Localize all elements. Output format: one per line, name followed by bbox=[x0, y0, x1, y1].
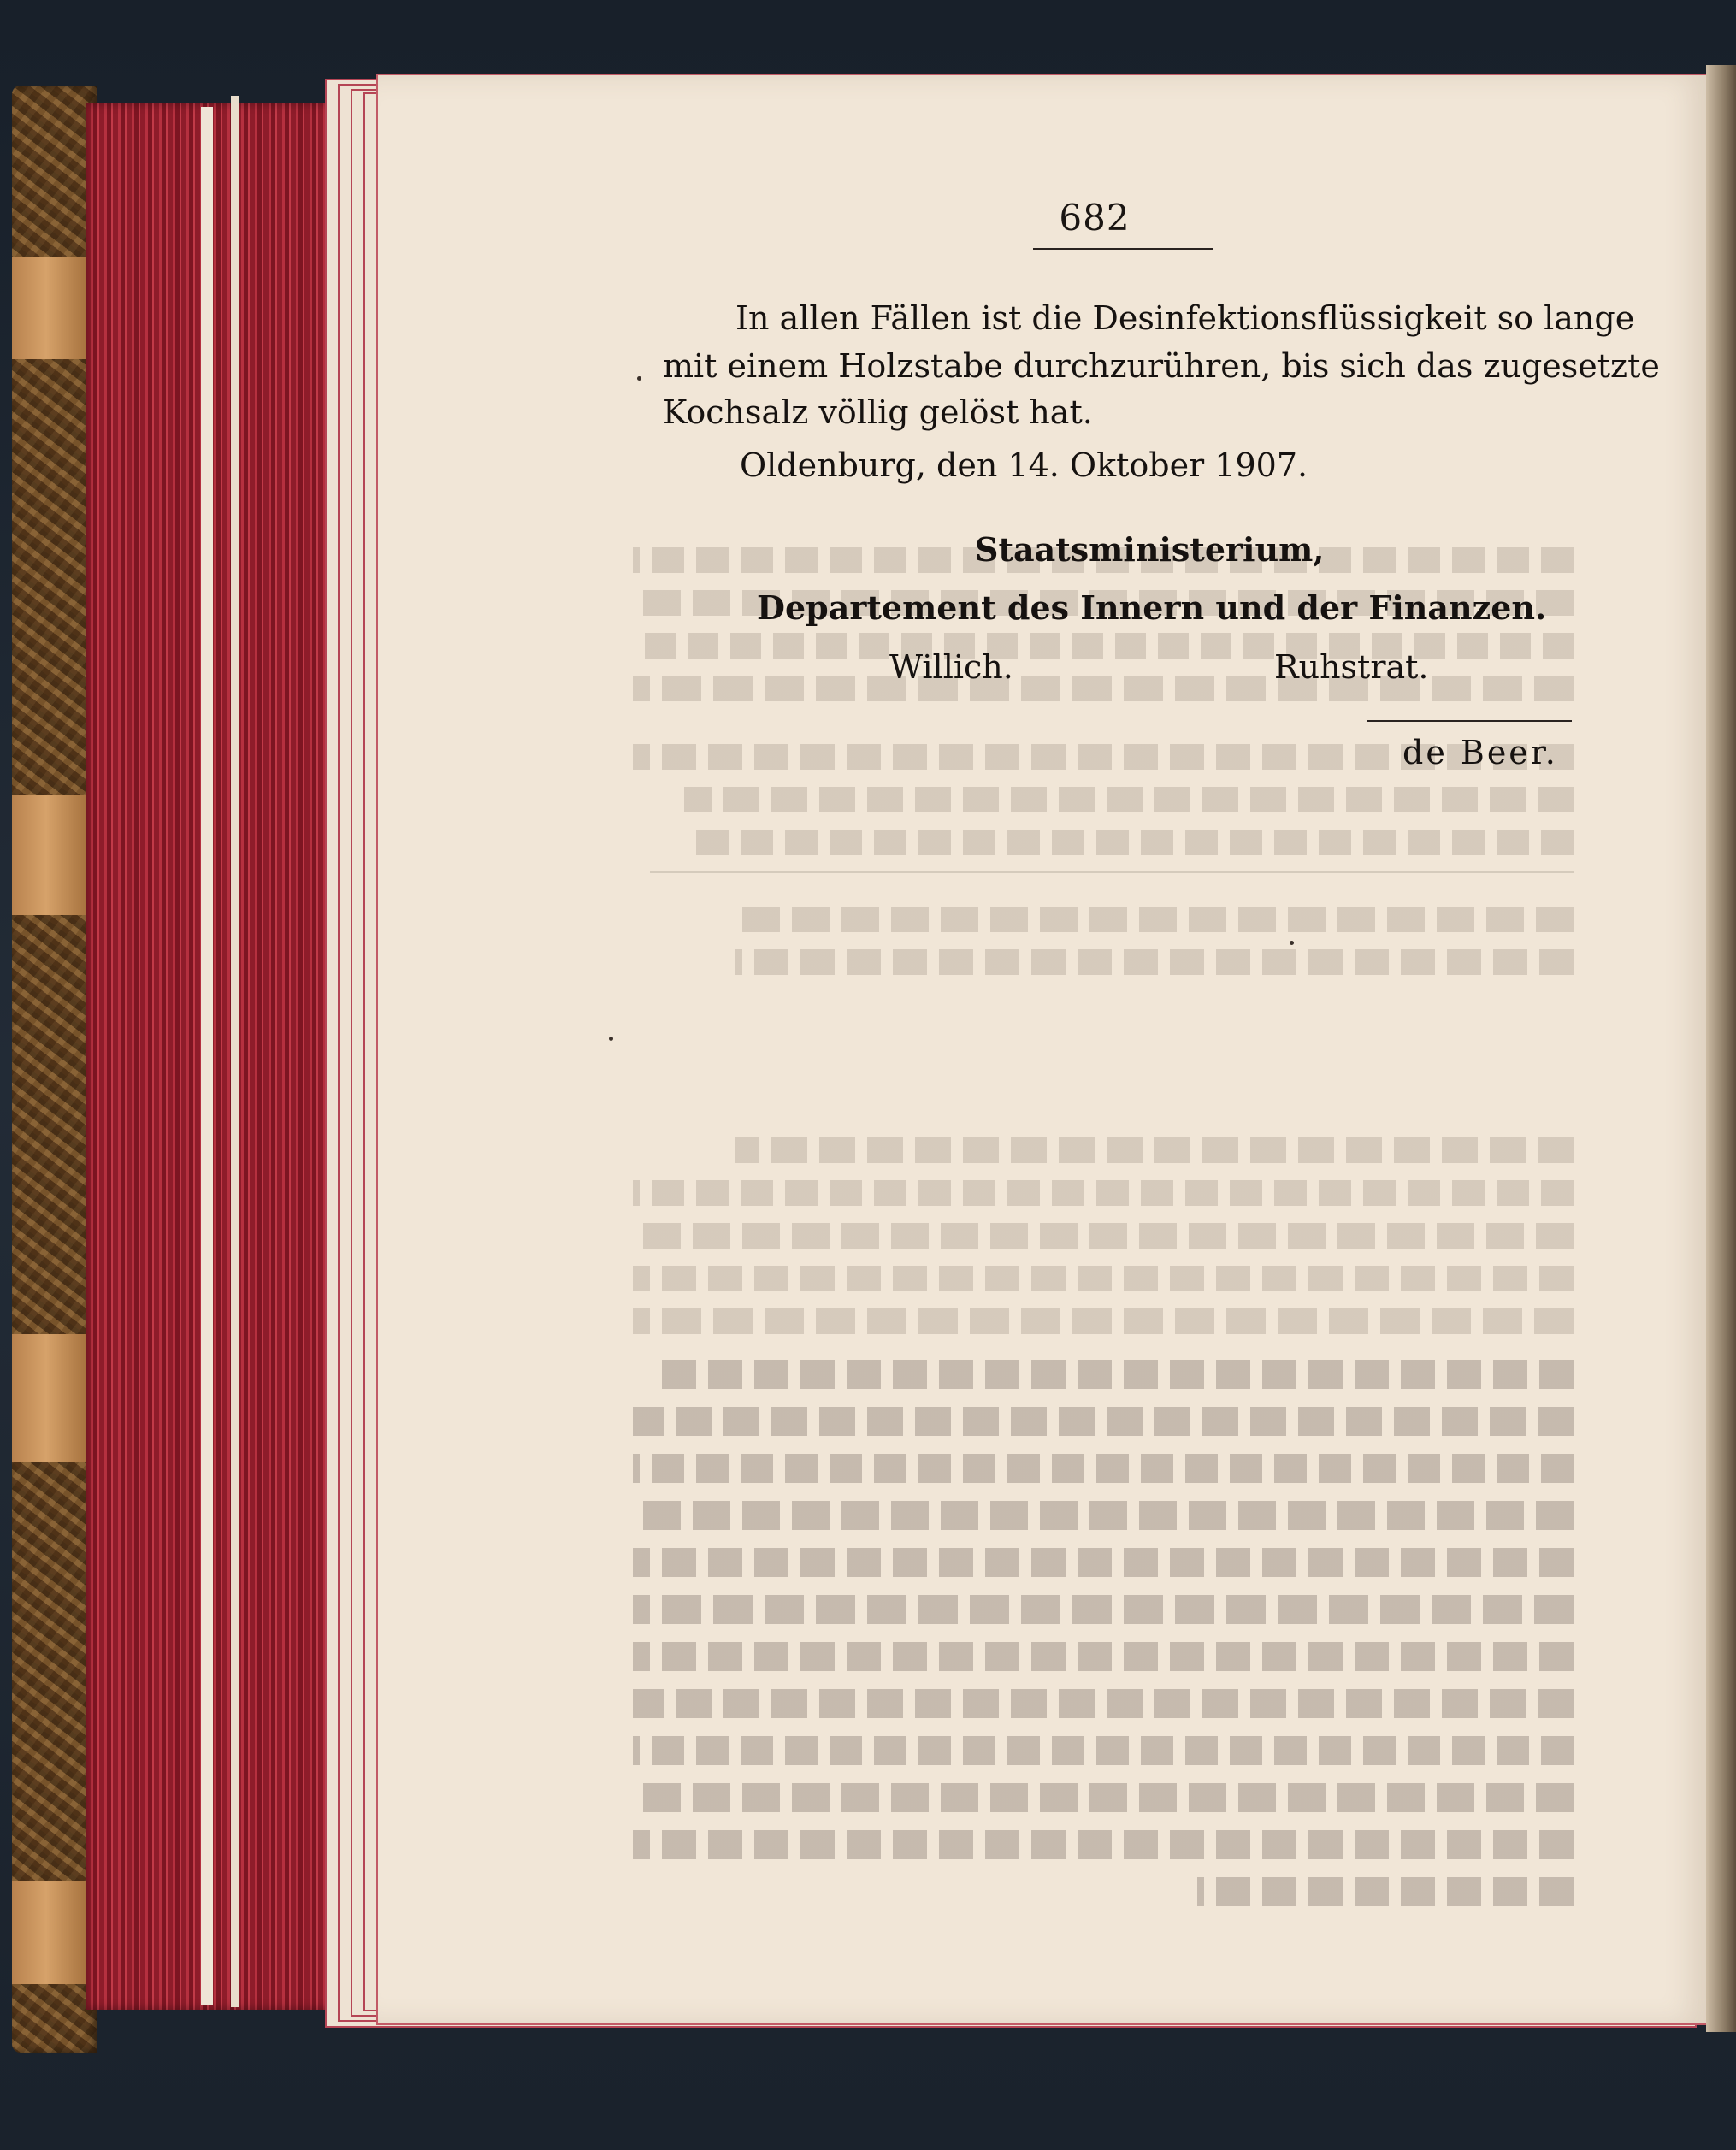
authority-department: Departement des Innern und der Finanzen. bbox=[757, 588, 1547, 627]
spine-band bbox=[12, 1334, 97, 1462]
spine-band bbox=[12, 795, 97, 915]
paragraph-line: Kochsalz völlig gelöst hat. bbox=[663, 393, 1093, 431]
paragraph-line: mit einem Holzstabe durchzurühren, bis sich das zugesetzte bbox=[663, 347, 1660, 385]
signatory-right: Ruhstrat. bbox=[1274, 648, 1429, 686]
book-gutter bbox=[1706, 65, 1736, 2032]
spine-band bbox=[12, 1881, 97, 1984]
leather-spine bbox=[12, 86, 97, 2053]
page-number: 682 bbox=[1059, 197, 1131, 239]
ink-speck bbox=[1290, 941, 1294, 945]
countersign: de Beer. bbox=[1402, 734, 1558, 771]
red-page-edges bbox=[86, 103, 342, 2010]
spine-band bbox=[12, 257, 97, 359]
ink-speck bbox=[637, 376, 641, 381]
signature-rule bbox=[1367, 720, 1572, 722]
ink-speck bbox=[609, 1037, 613, 1041]
signatory-left: Willich. bbox=[889, 648, 1013, 686]
page-number-rule bbox=[1033, 248, 1213, 250]
page-edge-highlight bbox=[231, 96, 239, 2007]
place-date-line: Oldenburg, den 14. Oktober 1907. bbox=[740, 446, 1308, 484]
authority-title: Staatsministerium, bbox=[975, 530, 1325, 569]
paragraph-line: In allen Fällen ist die Desinfektionsflüssigkeit so lange bbox=[735, 299, 1635, 337]
page-edge-highlight bbox=[201, 107, 213, 2005]
